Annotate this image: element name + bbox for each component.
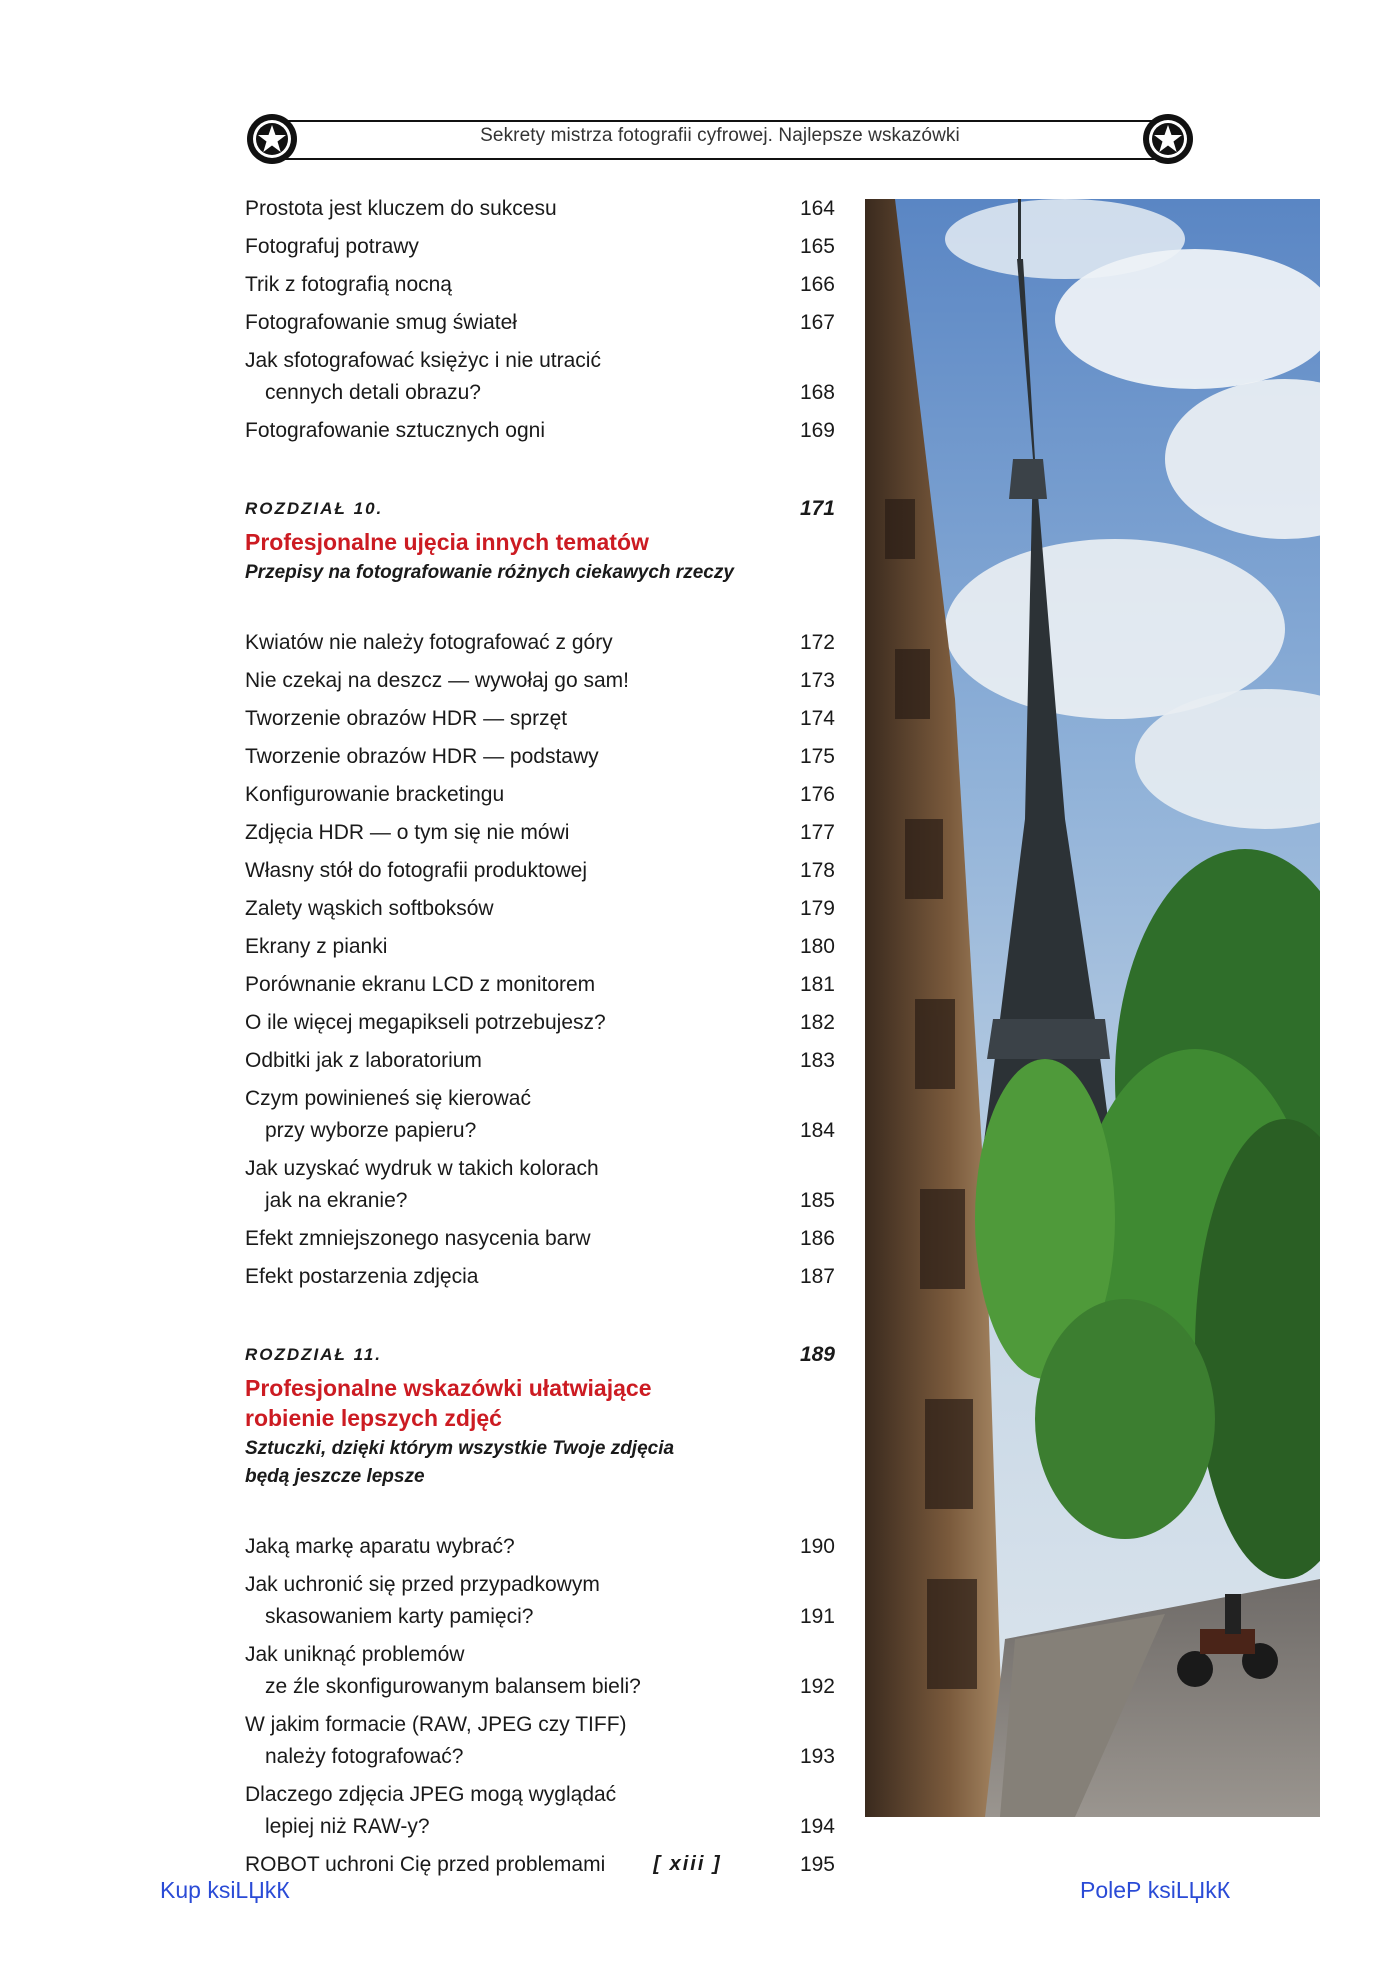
- toc-entry: Jak uzyskać wydruk w takich kolorach jak na ekranie? 185: [245, 1157, 835, 1212]
- toc-entry: Fotografowanie smug świateł 167: [245, 311, 835, 334]
- chapter-heading: [245, 497, 835, 587]
- toc-entry: Zdjęcia HDR — o tym się nie mówi 177: [245, 821, 835, 844]
- toc-entry: Prostota jest kluczem do sukcesu 164: [245, 197, 835, 220]
- eiffel-tower-photo: [865, 199, 1320, 1817]
- chapter-page: 189: [799, 1343, 835, 1366]
- chapter-heading: [245, 1343, 835, 1491]
- toc-entry: Fotografuj potrawy 165: [245, 235, 835, 258]
- chapter-title: Profesjonalne wskazówki ułatwiające robienie lepszych zdjęć: [245, 1375, 652, 1431]
- toc-entry: Jak sfotografować księżyc i nie utracić cennych detali obrazu? 168: [245, 349, 835, 404]
- recommend-book-link[interactable]: PoleР ksiLЏkК: [1080, 1877, 1231, 1903]
- chapter-title: Profesjonalne ujęcia innych tematów: [245, 529, 649, 555]
- chapter-label: ROZDZIAŁ 10.: [245, 499, 384, 518]
- star-badge-icon: [1141, 112, 1195, 166]
- toc-entry: Własny stół do fotografii produktowej 178: [245, 859, 835, 882]
- running-title: Sekrety mistrza fotografii cyfrowej. Najlepsze wskazówki: [480, 125, 960, 146]
- toc-entry: Konfigurowanie bracketingu 176: [245, 783, 835, 806]
- toc-entry: O ile więcej megapikseli potrzebujesz? 182: [245, 1011, 835, 1034]
- toc-entry: Trik z fotografią nocną 166: [245, 273, 835, 296]
- toc-entry: Tworzenie obrazów HDR — podstawy 175: [245, 745, 835, 768]
- toc-entry: W jakim formacie (RAW, JPEG czy TIFF) należy fotografować? 193: [245, 1713, 835, 1768]
- toc-entry: Czym powinieneś się kierować przy wyborze papieru? 184: [245, 1087, 835, 1142]
- toc-entry: Jak uchronić się przed przypadkowym skasowaniem karty pamięci? 191: [245, 1573, 835, 1628]
- table-of-contents: [245, 193, 835, 1881]
- toc-entry: Nie czekaj na deszcz — wywołaj go sam! 173: [245, 669, 835, 692]
- toc-entry: Dlaczego zdjęcia JPEG mogą wyglądać lepiej niż RAW-y? 194: [245, 1783, 835, 1838]
- page-number: [ xiii ]: [653, 1853, 722, 1875]
- toc-entry: Jak uniknąć problemów ze źle skonfigurowanym balansem bieli? 192: [245, 1643, 835, 1698]
- toc-group: [245, 627, 835, 1293]
- chapter-label: ROZDZIAŁ 11.: [245, 1345, 383, 1364]
- chapter-subtitle: Sztuczki, dzięki którym wszystkie Twoje zdjęcia będą jeszcze lepsze: [245, 1438, 675, 1487]
- toc-entry: Ekrany z pianki 180: [245, 935, 835, 958]
- toc-entry: Kwiatów nie należy fotografować z góry 172: [245, 631, 835, 654]
- toc-entry: Odbitki jak z laboratorium 183: [245, 1049, 835, 1072]
- toc-entry: ROBOT uchroni Cię przed problemami 195: [245, 1853, 835, 1876]
- toc-entry: Efekt zmniejszonego nasycenia barw 186: [245, 1227, 835, 1250]
- running-header: [245, 112, 1195, 170]
- toc-entry: Jaką markę aparatu wybrać? 190: [245, 1535, 835, 1558]
- toc-entry: Porównanie ekranu LCD z monitorem 181: [245, 973, 835, 996]
- chapter-page: 171: [799, 497, 835, 520]
- toc-entry: Tworzenie obrazów HDR — sprzęt 174: [245, 707, 835, 730]
- star-badge-icon: [245, 112, 299, 166]
- toc-entry: Efekt postarzenia zdjęcia 187: [245, 1265, 835, 1288]
- chapter-subtitle: Przepisy na fotografowanie różnych ciekawych rzeczy: [245, 562, 734, 583]
- buy-book-link[interactable]: Kup ksiLЏkК: [160, 1877, 290, 1903]
- toc-entry: Fotografowanie sztucznych ogni 169: [245, 419, 835, 442]
- toc-group: [245, 1531, 835, 1881]
- toc-group: [245, 193, 835, 447]
- toc-entry: Zalety wąskich softboksów 179: [245, 897, 835, 920]
